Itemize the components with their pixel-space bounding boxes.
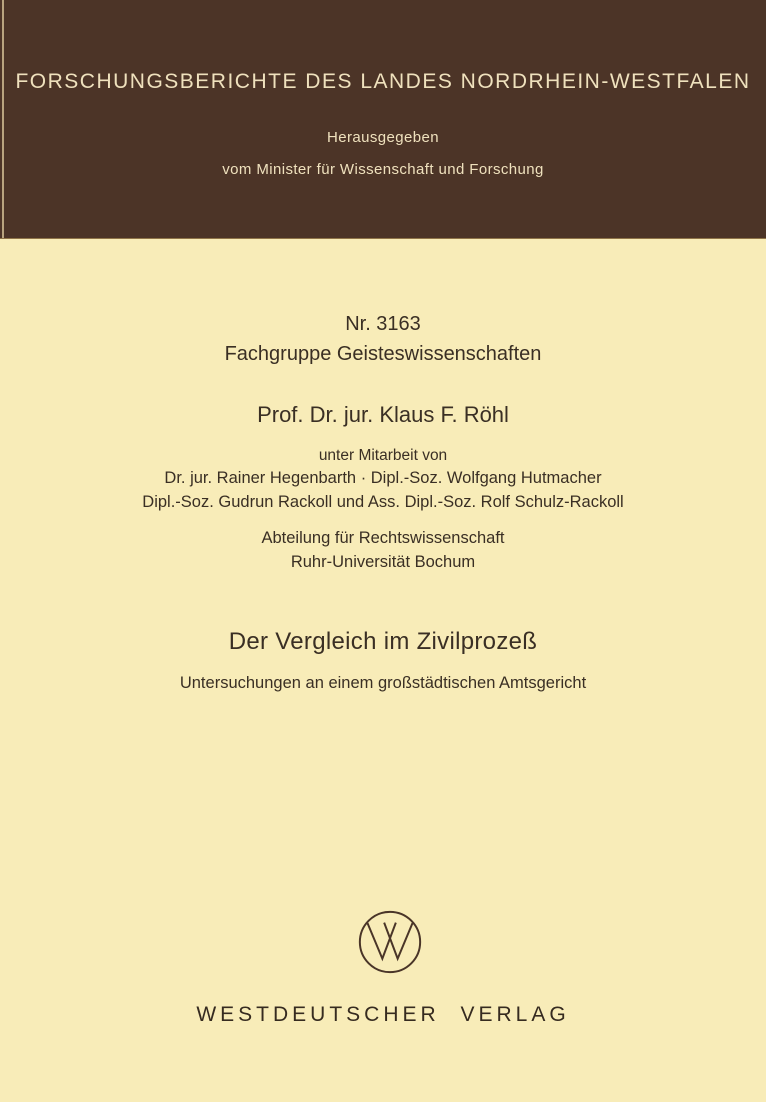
published-by-label: Herausgegeben	[327, 129, 439, 146]
published-by-line: vom Minister für Wissenschaft und Forschung	[222, 161, 544, 178]
department: Abteilung für Rechtswissenschaft	[261, 529, 505, 547]
series-number: Nr. 3163	[345, 313, 421, 335]
main-author: Prof. Dr. jur. Klaus F. Röhl	[257, 402, 509, 427]
university: Ruhr-Universität Bochum	[290, 553, 476, 571]
collaboration-note: unter Mitarbeit von	[318, 447, 448, 464]
collaborators-line-2: Dipl.-Soz. Gudrun Rackoll und Ass. Dipl.-Soz. Rolf Schulz-Rackoll	[142, 493, 624, 511]
book-title: Der Vergleich im Zivilprozeß	[228, 628, 538, 655]
series-group: Fachgruppe Geisteswissenschaften	[224, 343, 542, 365]
collaborators-line-1: Dr. jur. Rainer Hegenbarth · Dipl.-Soz. Wolfgang Hutmacher	[164, 469, 602, 487]
series-title: FORSCHUNGSBERICHTE DES LANDES NORDRHEIN-WESTFALEN	[15, 70, 751, 93]
header-band	[0, 0, 766, 239]
left-edge-line	[2, 0, 4, 238]
westdeutscher-verlag-logo-icon	[354, 906, 426, 978]
publisher-name: WESTDEUTSCHER VERLAG	[196, 1003, 570, 1026]
book-subtitle: Untersuchungen an einem großstädtischen Amtsgericht	[179, 674, 587, 692]
